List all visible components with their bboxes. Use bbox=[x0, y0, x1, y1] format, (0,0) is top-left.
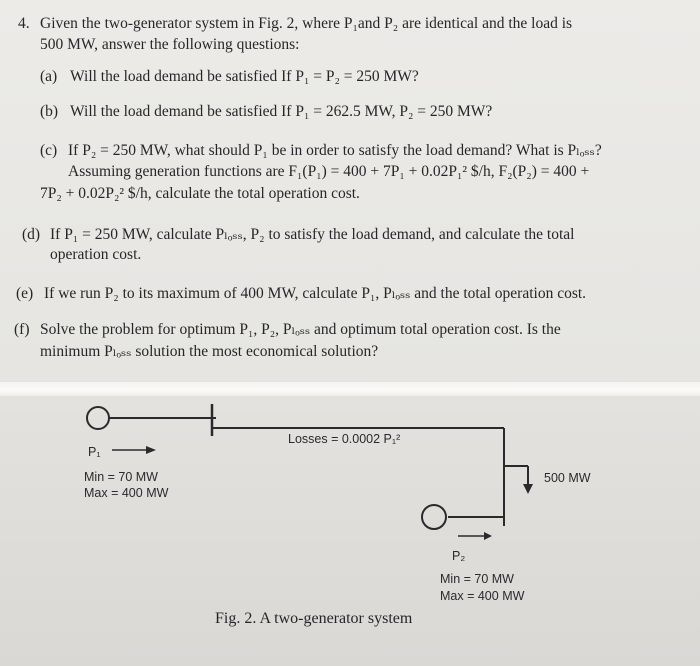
part-a-label: (a) bbox=[40, 68, 58, 85]
part-d-label: (d) bbox=[22, 226, 41, 243]
p1-arrow-head-icon bbox=[146, 446, 156, 454]
intro-line-1: Given the two-generator system in Fig. 2, where P₁and P₂ are identical and the load is bbox=[40, 15, 573, 32]
gen1-label: P₁ bbox=[88, 445, 101, 459]
losses-label: Losses = 0.0002 P₁² bbox=[288, 432, 401, 446]
gen1-max: Max = 400 MW bbox=[84, 486, 169, 500]
part-c-line-3: 7P₂ + 0.02P₂² $/h, calculate the total operation cost. bbox=[40, 185, 360, 202]
part-d-line-2: operation cost. bbox=[50, 246, 142, 263]
part-b-text: Will the load demand be satisfied If P₁ = 262.5 MW, P₂ = 250 MW? bbox=[70, 103, 493, 120]
part-d-line-1: If P₁ = 250 MW, calculate Pₗₒₛₛ, P₂ to satisfy the load demand, and calculate the total bbox=[50, 226, 575, 243]
part-e-label: (e) bbox=[16, 285, 34, 302]
part-c-label: (c) bbox=[40, 142, 58, 159]
gen2-max: Max = 400 MW bbox=[440, 589, 525, 603]
part-f-line-1: Solve the problem for optimum P₁, P₂, Pₗₒₛₛ and optimum total operation cost. Is the bbox=[40, 321, 561, 338]
gen1-min: Min = 70 MW bbox=[84, 470, 158, 484]
part-a-text: Will the load demand be satisfied If P₁ = P₂ = 250 MW? bbox=[70, 68, 419, 85]
figure-caption: Fig. 2. A two-generator system bbox=[215, 610, 413, 627]
load-arrow-head-icon bbox=[523, 484, 533, 494]
generator-1-icon bbox=[87, 407, 109, 429]
gen2-min: Min = 70 MW bbox=[440, 572, 514, 586]
part-f-label: (f) bbox=[14, 321, 30, 338]
load-label: 500 MW bbox=[544, 471, 591, 485]
generator-2-icon bbox=[422, 505, 446, 529]
part-e-text: If we run P₂ to its maximum of 400 MW, calculate P₁, Pₗₒₛₛ and the total operation cost. bbox=[44, 285, 587, 302]
part-f-line-2: minimum Pₗₒₛₛ solution the most economical solution? bbox=[40, 343, 379, 360]
p2-arrow-head-icon bbox=[484, 532, 492, 540]
part-c-line-1: If P₂ = 250 MW, what should P₁ be in order to satisfy the load demand? What is Pₗₒₛₛ? bbox=[68, 142, 602, 159]
gen2-label: P₂ bbox=[452, 549, 466, 563]
question-number: 4. bbox=[18, 15, 30, 32]
intro-line-2: 500 MW, answer the following questions: bbox=[40, 36, 300, 53]
part-c-line-2: Assuming generation functions are F₁(P₁) = 400 + 7P₁ + 0.02P₁² $/h, F₂(P₂) = 400 + bbox=[68, 163, 590, 180]
part-b-label: (b) bbox=[40, 103, 59, 120]
